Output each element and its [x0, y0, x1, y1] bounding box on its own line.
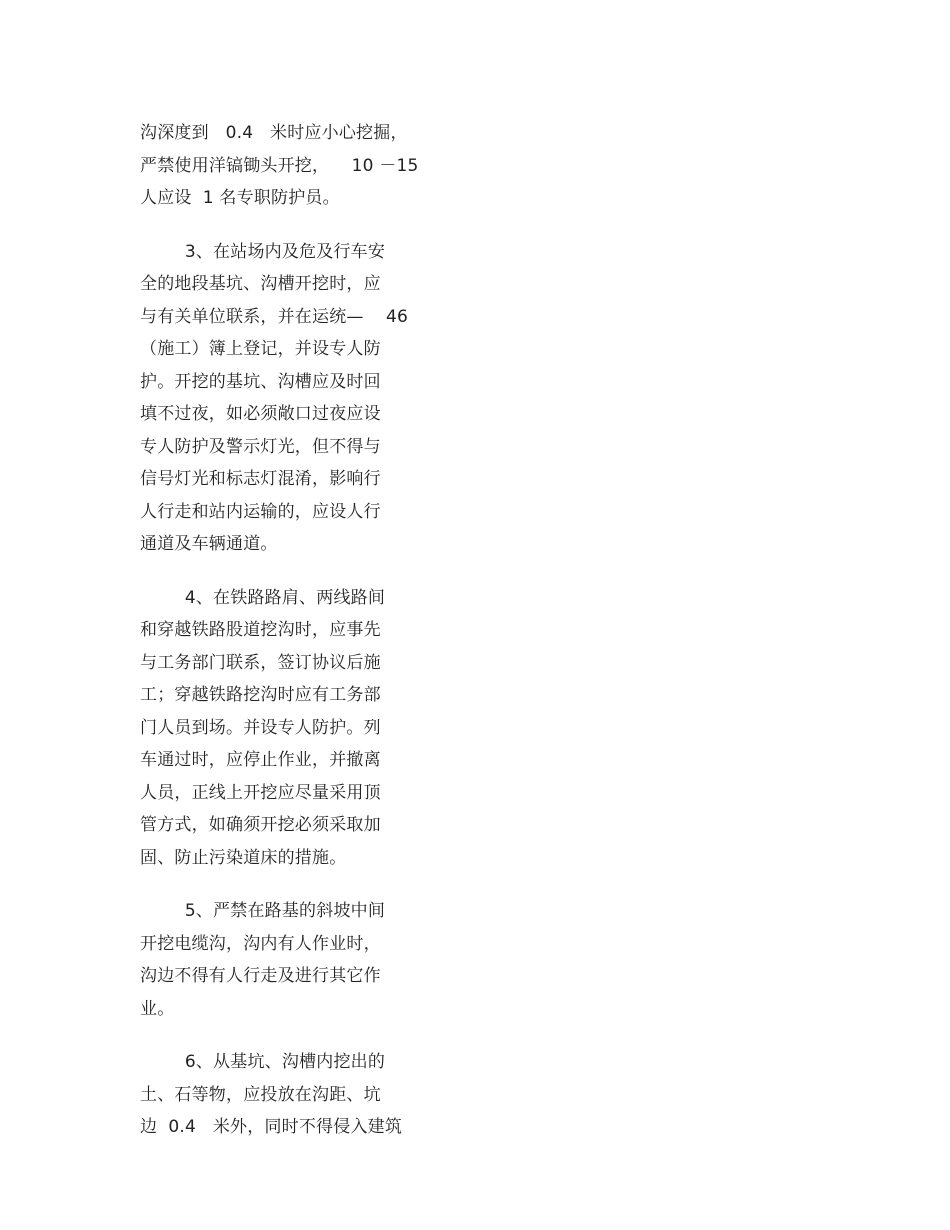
- text-line: 门人员到场。并设专人防护。列: [140, 717, 381, 738]
- paragraph-item-5: [140, 895, 430, 1025]
- text-line: 与有关单位联系，并在运统— 46: [140, 306, 409, 327]
- paragraph-spacer: [140, 561, 430, 582]
- text-line: 边 0.4 米外，同时不得侵入建筑: [140, 1117, 403, 1137]
- text-line: 填不过夜，如必须敞口过夜应设: [140, 404, 381, 424]
- paragraph-spacer: [140, 874, 430, 895]
- text-line: 与工务部门联系，签订协议后施: [140, 652, 381, 673]
- text-line: 车通过时，应停止作业，并撤离: [140, 750, 381, 770]
- text-line: 沟深度到 0.4 米时应小心挖掘，: [140, 123, 408, 143]
- text-line: 通道及车辆通道。: [140, 534, 278, 554]
- text-line: 沟边不得有人行走及进行其它作: [140, 966, 381, 986]
- text-line: 5、严禁在路基的斜坡中间: [140, 901, 386, 921]
- text-line: 业。: [140, 998, 175, 1019]
- text-line: 工；穿越铁路挖沟时应有工务部: [140, 685, 381, 705]
- paragraph-item-4: [140, 582, 430, 875]
- text-line: （施工）簿上登记，并设专人防: [140, 339, 381, 359]
- paragraph-spacer: [140, 1025, 430, 1046]
- paragraph-spacer: [140, 215, 430, 236]
- text-line: 开挖电缆沟，沟内有人作业时，: [140, 933, 381, 954]
- text-line: 全的地段基坑、沟槽开挖时，应: [140, 274, 381, 294]
- paragraph-item-6: [140, 1046, 430, 1144]
- text-line: 人应设 1 名专职防护员。: [140, 188, 340, 208]
- text-line: 固、防止污染道床的措施。: [140, 847, 347, 868]
- text-line: 和穿越铁路股道挖沟时，应事先: [140, 620, 381, 640]
- body-text: [140, 117, 430, 1144]
- text-line: 护。开挖的基坑、沟槽应及时回: [140, 371, 381, 392]
- text-line: 管方式，如确须开挖必须采取加: [140, 815, 381, 835]
- text-line: 人行走和站内运输的，应设人行: [140, 501, 381, 522]
- text-line: 6、从基坑、沟槽内挖出的: [140, 1052, 386, 1072]
- text-line: 严禁使用洋镐锄头开挖， 10 －15: [140, 155, 419, 176]
- text-line: 4、在铁路路肩、两线路间: [140, 587, 386, 608]
- text-line: 人员，正线上开挖应尽量采用顶: [140, 782, 381, 803]
- text-line: 专人防护及警示灯光，但不得与: [140, 436, 381, 457]
- paragraph-continuation: [140, 117, 430, 215]
- text-line: 信号灯光和标志灯混淆，影响行: [140, 469, 381, 489]
- text-line: 土、石等物，应投放在沟距、坑: [140, 1084, 381, 1105]
- paragraph-item-3: [140, 236, 430, 561]
- text-line: 3、在站场内及危及行车安: [140, 241, 386, 262]
